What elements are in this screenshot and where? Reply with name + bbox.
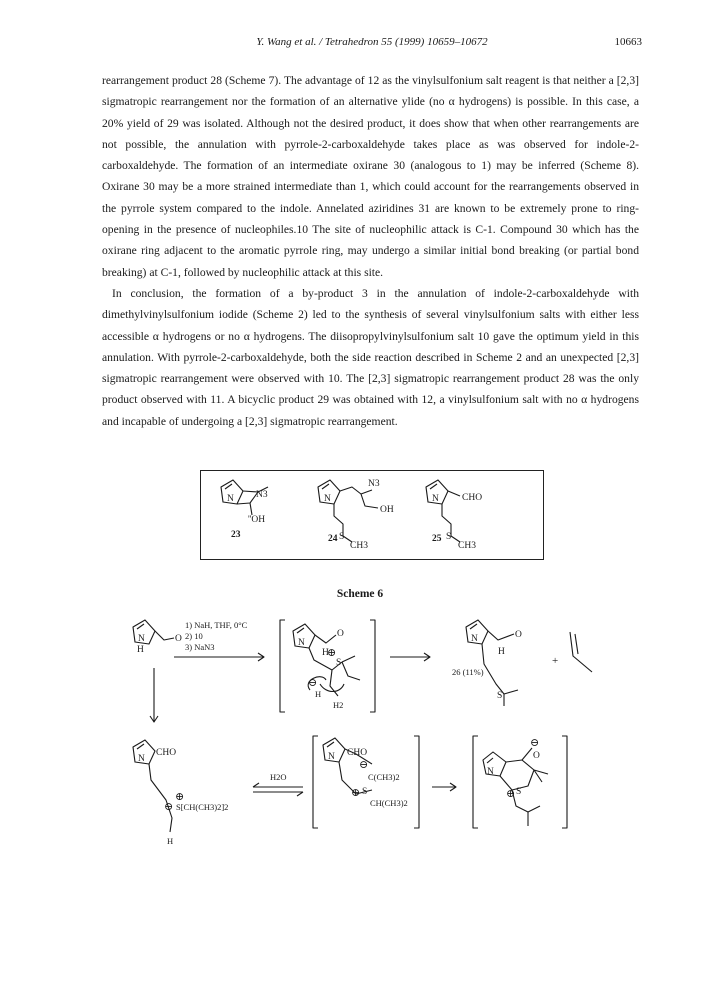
compound-label-25: 25: [432, 534, 442, 544]
atom-n-26: N: [471, 634, 478, 644]
scheme-title: Scheme 6: [336, 588, 384, 600]
atom-n-23-label: N: [227, 494, 234, 504]
atom-n-25: N: [432, 494, 439, 504]
atom-n-start: N: [138, 634, 145, 644]
atom-s-24: S: [339, 532, 345, 542]
condition-3: 3) NaN3: [185, 642, 215, 652]
compound-25-structure: [426, 480, 460, 542]
atom-h2-int1: H2: [333, 700, 344, 710]
atom-s-25: S: [446, 532, 452, 542]
charge-neg-int2: ⊖: [359, 759, 369, 771]
group-ch3-24: CH3: [350, 541, 368, 551]
atom-n-bic: N: [487, 767, 494, 777]
atom-h-start: H: [137, 645, 144, 655]
group-chch-int2: CH(CH3)2: [370, 798, 408, 808]
atom-o-start: O: [175, 634, 182, 644]
charge-pos-int2: ⊕: [351, 787, 361, 799]
atom-o-int1: O: [337, 629, 344, 639]
group-n3-24: N3: [368, 479, 380, 489]
atom-s-int1: S: [336, 658, 342, 668]
condition-1: 1) NaH, THF, 0°C: [185, 620, 248, 630]
running-title: Y. Wang et al. / Tetrahedron 55 (1999) 10659–10672: [256, 36, 488, 48]
group-n3-23: N3: [256, 490, 268, 500]
charge-pos-s1: ⊕: [175, 791, 185, 803]
compound-24-structure: [318, 480, 378, 542]
atom-o-26: O: [515, 630, 522, 640]
group-sulfonium-s1: S[CH(CH3)2]2: [176, 802, 229, 812]
atom-s-bic: S: [516, 787, 522, 797]
product-26-label: 26 (11%): [452, 667, 484, 677]
atom-h-26: H: [498, 647, 505, 657]
charge-neg-int1: ⊖: [308, 677, 318, 689]
reagent-water: H2O: [270, 772, 287, 782]
plus-sign: +: [552, 655, 559, 667]
product-26-structure: [466, 620, 518, 706]
atom-h-int1: H: [322, 648, 329, 658]
intermediate-ylide-structure: [293, 624, 360, 696]
page-number: 10663: [614, 36, 642, 48]
charge-pos-int1: ⊕: [327, 647, 337, 659]
paragraph-rearrangement: rearrangement product 28 (Scheme 7). The advantage of 12 as the vinylsulfonium salt reagent is that neither a [2,3] sigmatropic rearrangement nor the formation of an alternative ylide (no α hydrogens) is possible. In this case, a 20% yield of 29 was isolated. Although not the desired product, it does show that when other rearrangements are not possible, the annulation with pyrrole-2-carboxaldehyde takes place as was observed for indole-2-carboxaldehyde. The formation of an intermediate oxirane 30 (analogous to 1) may be inferred (Scheme 8). Oxirane 30 may be a more strained intermediate than 1, which could account for the rearrangements observed in the pyrrole system compared to the indole. Annelated aziridines 31 are known to be extremely prone to ring-opening in the presence of nucleophiles.10 The site of nucleophilic attack is C-1. Compound 30 which has the oxirane ring adjacent to the aromatic pyrrole ring, may undergo a similar initial bond breaking (or partial bond breaking) at C-1, followed by nucleophilic attack at this site.: [102, 74, 639, 279]
group-oh-23: ''OH: [248, 515, 266, 525]
atom-n-int1: N: [298, 638, 305, 648]
charge-pos-bic: ⊕: [506, 788, 516, 800]
group-ch3-25: CH3: [458, 541, 476, 551]
group-cch-int2: C(CH3)2: [368, 772, 400, 782]
compound-label-24: 24: [328, 534, 338, 544]
group-cho-25: CHO: [462, 493, 483, 503]
atom-n-int2: N: [328, 752, 335, 762]
atom-s-26: S: [497, 691, 503, 701]
group-cho-s1: CHO: [156, 748, 177, 758]
charge-neg-s1: ⊖: [164, 801, 174, 813]
atom-h-s1: H: [167, 836, 174, 846]
propene-byproduct-structure: [570, 632, 592, 672]
group-cho-int2: CHO: [347, 748, 368, 758]
atom-o-bic: O: [533, 751, 540, 761]
atom-n-24: N: [324, 494, 331, 504]
paragraph-conclusion: In conclusion, the formation of a by-product 3 in the annulation of indole-2-carboxaldehyde with dimethylvinylsulfonium iodide (Scheme 2) led to the synthesis of several vinylsulfonium salts with either less accessible α hydrogens or no α hydrogens. The diisopropylvinylsulfonium salt 10 gave the optimum yield in this annulation. With pyrrole-2-carboxaldehyde, both the side reaction described in Scheme 2 and an unexpected [2,3] sigmatropic rearrangement were observed with 10. The [2,3] sigmatropic rearrangement product 28 was the only product observed with 11. A bicyclic product 29 was obtained with 12, a vinylsulfonium salt with no α hydrogens and incapable of undergoing a [2,3] sigmatropic rearrangement.: [102, 286, 639, 428]
compound-label-23: 23: [231, 530, 241, 540]
charge-neg-bic: ⊖: [530, 737, 540, 749]
group-oh-24: OH: [380, 505, 394, 515]
atom-s-int2: S: [362, 787, 368, 797]
condition-2: 2) 10: [185, 631, 203, 641]
atom-h-migrating: H: [315, 689, 322, 699]
atom-n-s1: N: [138, 754, 145, 764]
